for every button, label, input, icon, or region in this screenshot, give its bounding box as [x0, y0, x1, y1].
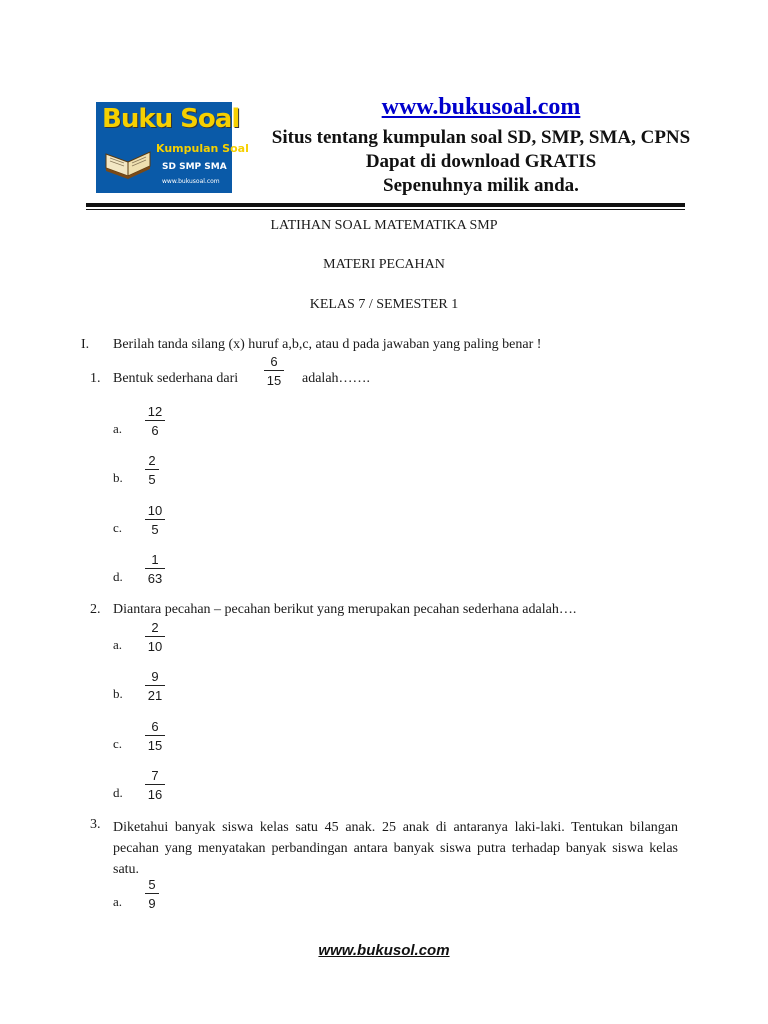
denominator: 10: [147, 639, 163, 654]
numerator: 12: [147, 404, 163, 419]
logo: [96, 102, 249, 193]
q1-option-a[interactable]: [145, 404, 165, 438]
fraction-bar: [145, 685, 165, 686]
header-line-2: Dapat di download GRATIS: [365, 151, 597, 172]
denominator: 15: [266, 373, 282, 388]
fraction-bar: [145, 469, 159, 470]
numerator: 9: [151, 669, 159, 684]
q3-option-a[interactable]: [145, 877, 159, 911]
footer-link[interactable]: www.bukusol.com: [318, 942, 450, 959]
logo-levels: SD SMP SMA: [162, 162, 227, 172]
header-rule-thin: [86, 209, 685, 210]
denominator: 16: [147, 787, 163, 802]
section-instruction: Berilah tanda silang (x) huruf a,b,c, atau d pada jawaban yang paling benar !: [113, 337, 542, 352]
numerator: 2: [151, 620, 159, 635]
q1-option-c-letter: c.: [113, 520, 123, 535]
fraction-bar: [145, 893, 159, 894]
q2-option-c[interactable]: [145, 719, 165, 753]
denominator: 15: [147, 738, 163, 753]
fraction-bar: [264, 370, 284, 371]
header-rule-thick: [86, 203, 685, 207]
fraction-bar: [145, 568, 165, 569]
header-line-1: Situs tentang kumpulan soal SD, SMP, SMA, CPNS: [271, 127, 691, 148]
numerator: 6: [270, 354, 278, 369]
denominator: 21: [147, 688, 163, 703]
numerator: 7: [151, 768, 159, 783]
logo-url: www.bukusoal.com: [162, 178, 220, 185]
q1-number: 1.: [90, 371, 101, 386]
numerator: 5: [148, 877, 156, 892]
q1-option-d[interactable]: [145, 552, 165, 586]
denominator: 5: [151, 522, 159, 537]
doc-class: KELAS 7 / SEMESTER 1: [309, 297, 459, 312]
q2-option-c-letter: c.: [113, 736, 123, 751]
denominator: 6: [151, 423, 159, 438]
denominator: 9: [148, 896, 156, 911]
q2-text: Diantara pecahan – pecahan berikut yang merupakan pecahan sederhana adalah….: [113, 602, 577, 617]
numerator: 1: [151, 552, 159, 567]
q2-option-b-letter: b.: [113, 686, 123, 701]
fraction-bar: [145, 636, 165, 637]
header-line-3: Sepenuhnya milik anda.: [383, 175, 579, 196]
fraction-bar: [145, 519, 165, 520]
fraction-bar: [145, 735, 165, 736]
q1-option-b[interactable]: [145, 453, 159, 487]
denominator: 63: [147, 571, 163, 586]
q3-number: 3.: [90, 817, 101, 832]
q2-option-d[interactable]: [145, 768, 165, 802]
q2-number: 2.: [90, 602, 101, 617]
q1-option-b-letter: b.: [113, 470, 123, 485]
q3-text: Diketahui banyak siswa kelas satu 45 anak. 25 anak di antaranya laki-laki. Tentukan bilangan pecahan yang menyatakan perbandingan antara banyak siswa putra terhadap banyak siswa kelas satu.: [113, 820, 678, 877]
doc-title: LATIHAN SOAL MATEMATIKA SMP: [270, 218, 498, 233]
site-link[interactable]: www.bukusoal.com: [381, 94, 581, 120]
doc-subject: MATERI PECAHAN: [323, 257, 445, 272]
q1-text: Bentuk sederhana dari: [113, 371, 239, 386]
numerator: 6: [151, 719, 159, 734]
fraction-bar: [145, 420, 165, 421]
numerator: 2: [148, 453, 156, 468]
q1-fraction: [264, 354, 284, 388]
q1-option-d-letter: d.: [113, 569, 123, 584]
denominator: 5: [148, 472, 156, 487]
q3-option-a-letter: a.: [113, 894, 123, 909]
q1-text-after: adalah…….: [302, 371, 371, 386]
q2-option-b[interactable]: [145, 669, 165, 703]
section-numeral: I.: [81, 337, 90, 352]
q2-option-a-letter: a.: [113, 637, 123, 652]
q2-option-d-letter: d.: [113, 785, 123, 800]
numerator: 10: [147, 503, 163, 518]
logo-title: Buku Soal: [102, 104, 240, 134]
q1-option-a-letter: a.: [113, 421, 123, 436]
q2-option-a[interactable]: [145, 620, 165, 654]
q1-option-c[interactable]: [145, 503, 165, 537]
fraction-bar: [145, 784, 165, 785]
logo-subtitle: Kumpulan Soal: [156, 142, 249, 155]
book-icon: [102, 136, 154, 180]
